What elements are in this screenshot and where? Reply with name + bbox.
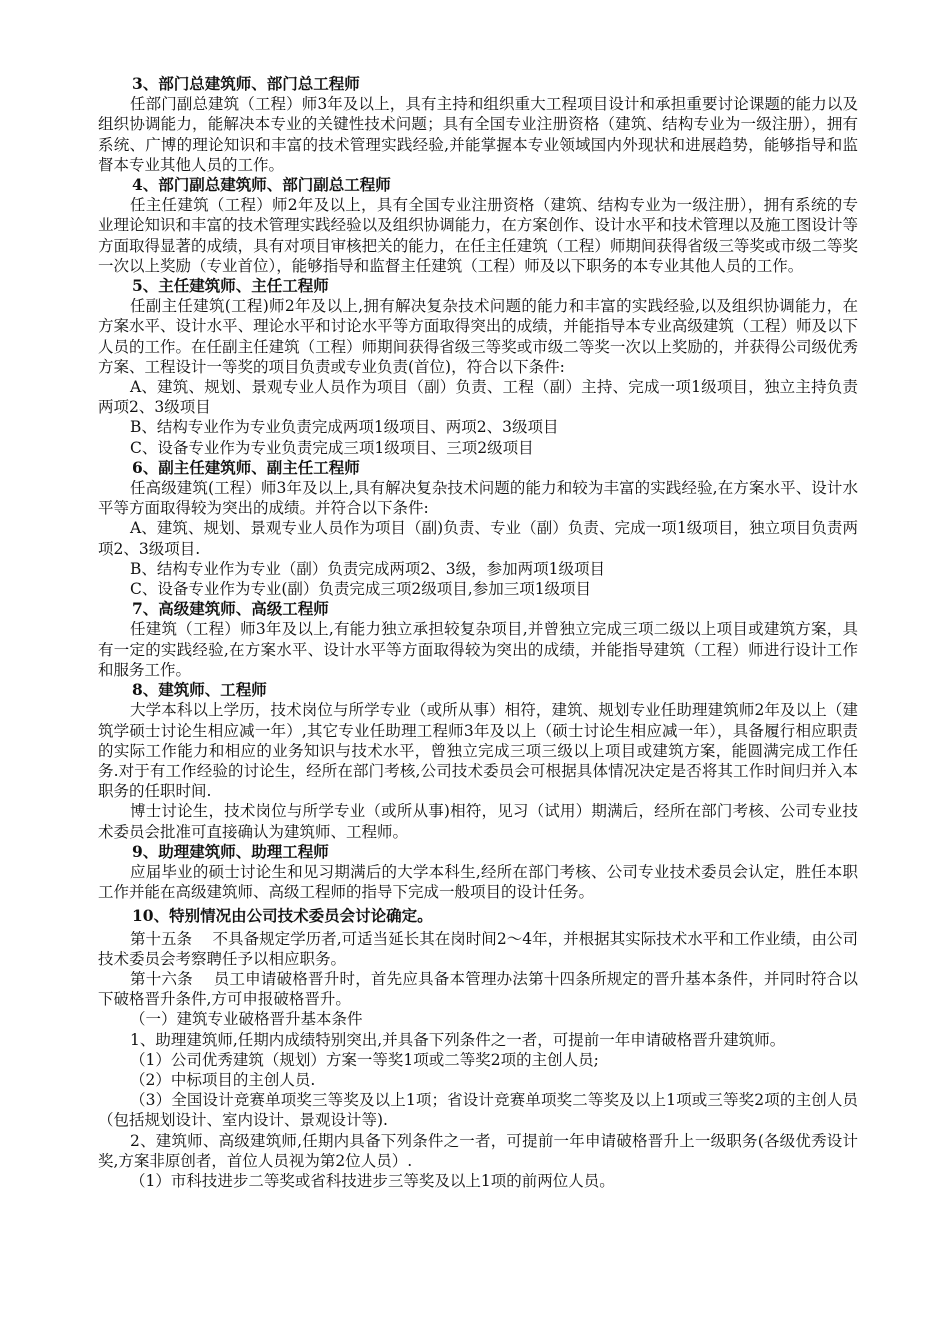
condition-item: A、建筑、规划、景观专业人员作为项目（副）负责、工程（副）主持、完成一项1级项目，独立主持负责两项2、3级项目 [98,378,858,417]
subsection-heading: （一）建筑专业破格晋升基本条件 [130,1010,363,1029]
paragraph: 任部门副总建筑（工程）师3年及以上，具有主持和组织重大工程项目设计和承担重要讨论课题的能力以及组织协调能力，能解决本专业的关键性技术问题；具有全国专业注册资格（建筑、结构专业为一级注册），拥有系统、广博的理论知识和丰富的技术管理实践经验,并能掌握本专业领域国内外现状和进展趋势，能够指导和监督本专业其他人员的工作。 [98,95,858,174]
paragraph: 任主任建筑（工程）师2年及以上，具有全国专业注册资格（建筑、结构专业为一级注册），拥有系统的专业理论知识和丰富的技术管理实践经验以及组织协调能力，在方案创作、设计水平和技术管理以及施工图设计等方面取得显著的成绩，具有对项目审核把关的能力，在任主任建筑（工程）师期间获得省级三等奖或市级二等奖一次以上奖励（专业首位），能够指导和监督主任建筑（工程）师及以下职务的本专业其他人员的工作。 [98,196,858,275]
paragraph: 任副主任建筑(工程)师2年及以上,拥有解决复杂技术问题的能力和丰富的实践经验,以及组织协调能力，在方案水平、设计水平、理论水平和讨论水平等方面取得突出的成绩，并能指导本专业高级建筑（工程）师及以下人员的工作。在任副主任建筑（工程）师期间获得省级三等奖或市级二等奖一次以上奖励的，并获得公司级优秀方案、工程设计一等奖的项目负责或专业负责(首位)，符合以下条件: [98,297,858,376]
condition-item: B、结构专业作为专业（副）负责完成两项2、3级，参加两项1级项目 [130,559,605,578]
paragraph: 博士讨论生，技术岗位与所学专业（或所从事)相符，见习（试用）期满后，经所在部门考核、公司专业技术委员会批准可直接确认为建筑师、工程师。 [98,802,858,841]
section-heading-7: 7、高级建筑师、高级工程师 [132,599,329,619]
document-body [98,74,858,1191]
condition-item: 2、建筑师、高级建筑师,任期内具备下列条件之一者，可提前一年申请破格晋升上一级职务(各级优秀设计奖,方案非原创者，首位人员视为第2位人员）. [98,1131,858,1170]
article-15: 第十五条 不具备规定学历者,可适当延长其在岗时间2～4年，并根据其实际技术水平和工作业绩，由公司技术委员会考察聘任予以相应职务。 [98,929,858,968]
condition-item: C、设备专业作为专业负责完成三项1级项目、三项2级项目 [130,438,534,457]
condition-item: （1）市科技进步二等奖或省科技进步三等奖及以上1项的前两位人员。 [130,1171,615,1190]
paragraph: 任建筑（工程）师3年及以上,有能力独立承担较复杂项目,并曾独立完成三项二级以上项目或建筑方案，具有一定的实践经验,在方案水平、设计水平等方面取得较为突出的成绩，并能指导建筑（工程）师进行设计工作和服务工作。 [98,620,858,679]
paragraph: 任高级建筑(工程）师3年及以上,具有解决复杂技术问题的能力和较为丰富的实践经验,在方案水平、设计水平等方面取得较为突出的成绩。并符合以下条件: [98,479,858,518]
paragraph: 大学本科以上学历，技术岗位与所学专业（或所从事）相符，建筑、规划专业任助理建筑师2年及以上（建筑学硕士讨论生相应减一年）,其它专业任助理工程师3年及以上（硕士讨论生相应减一年），具备履行相应职责的实际工作能力和相应的业务知识与技术水平，曾独立完成三项三级以上项目或建筑方案，能圆满完成工作任务.对于有工作经验的讨论生，经所在部门考核,公司技术委员会可根据具体情况决定是否将其工作时间归并入本职务的任职时间. [98,701,858,801]
condition-item: 1、助理建筑师,任期内成绩特别突出,并具备下列条件之一者，可提前一年申请破格晋升建筑师。 [130,1030,786,1049]
condition-item: （3）全国设计竞赛单项奖三等奖及以上1项；省设计竞赛单项奖二等奖及以上1项或三等奖2项的主创人员（包括规划设计、室内设计、景观设计等). [98,1091,858,1130]
section-heading-5: 5、主任建筑师、主任工程师 [132,276,329,296]
condition-item: （1）公司优秀建筑（规划）方案一等奖1项或二等奖2项的主创人员; [130,1050,599,1069]
section-heading-6: 6、副主任建筑师、副主任工程师 [132,457,360,477]
section-heading-10: 10、特别情况由公司技术委员会讨论确定。 [132,906,433,926]
paragraph: 应届毕业的硕士讨论生和见习期满后的大学本科生,经所在部门考核、公司专业技术委员会认定，胜任本职工作并能在高级建筑师、高级工程师的指导下完成一般项目的设计任务。 [98,862,858,902]
section-heading-3: 3、部门总建筑师、部门总工程师 [132,74,360,93]
section-heading-9: 9、助理建筑师、助理工程师 [132,841,329,861]
condition-item: C、设备专业作为专业(副）负责完成三项2级项目,参加三项1级项目 [130,580,592,599]
condition-item: B、结构专业作为专业负责完成两项1级项目、两项2、3级项目 [130,418,559,437]
article-16: 第十六条 员工申请破格晋升时，首先应具备本管理办法第十四条所规定的晋升基本条件，并同时符合以下破格晋升条件,方可申报破格晋升。 [98,969,858,1009]
condition-item: A、建筑、规划、景观专业人员作为项目（副)负责、专业（副）负责、完成一项1级项目，独立项目负责两项2、3级项目. [98,519,858,558]
condition-item: （2）中标项目的主创人员. [130,1070,316,1089]
section-heading-8: 8、建筑师、工程师 [132,680,267,700]
section-heading-4: 4、部门副总建筑师、部门副总工程师 [132,175,391,195]
